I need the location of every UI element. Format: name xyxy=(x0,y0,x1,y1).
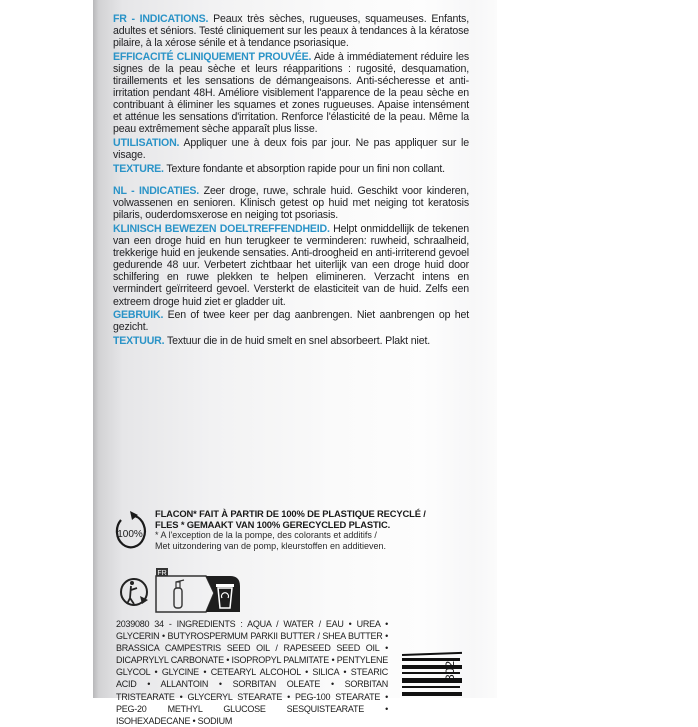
fr-usage: UTILISATION. Appliquer une à deux fois par jour. Ne pas appliquer sur le visage. xyxy=(113,136,469,162)
recycling-text: FLACON* FAIT À PARTIR DE 100% DE PLASTIQUE RECYCLÉ / FLES * GEMAAKT VAN 100% GERECYCLED PLASTIC. * A l'exception de la la pompe, des colorants et additifs / Met uitzondering van de pomp, kleurstoffen en additieven. xyxy=(155,508,426,551)
triman-sorting-logo xyxy=(118,566,268,616)
nl-indications: NL - INDICATIES. Zeer droge, ruwe, schrale huid. Geschikt voor kinderen, volwassenen en senioren. Klinisch getest op huid met neiging tot keratosis pilaris, ouderdomsxerose en neiging tot psoriasis. xyxy=(113,185,469,222)
triman-icon xyxy=(121,579,148,605)
section-heading: UTILISATION. xyxy=(113,136,180,149)
pump-bottle-icon xyxy=(174,580,184,608)
fr-indications: FR - INDICATIONS. Peaux très sèches, rugueuses, squameuses. Enfants, adultes et séniors. Testé cliniquement sur les peaux à tendances à la kératose pilaire, à la xérose sénile et à tendance psoriasique. xyxy=(113,13,469,50)
barcode-digits: 302 xyxy=(443,660,457,682)
section-heading: TEXTUUR. xyxy=(113,334,165,347)
nl-usage: GEBRUIK. Een of twee keer per dag aanbrengen. Niet aanbrengen op het gezicht. xyxy=(113,309,469,334)
fr-efficacy: EFFICACITÉ CLINIQUEMENT PROUVÉE. Aide à immédiatement réduire les signes de la peau sèche et leurs réapparitions : rugosité, desquamation, tiraillements et les sensations de démangeaisons. Anti-sécheresse et anti-irritation pendant 48H. Améliore visiblement l'apparence de la peau sèche en contribuant à éliminer les squames et zones rugueuses. Apaise intensément et atténue les sensations d'irritation. Renforce l'élasticité de la peau. Même la peau extrêmement sèche apparaît plus lisse. xyxy=(113,50,470,136)
nl-texture: TEXTUUR. Textuur die in de huid smelt en snel absorbeert. Plakt niet. xyxy=(113,334,431,347)
barcode xyxy=(400,645,490,698)
section-heading: KLINISCH BEWEZEN DOELTREFFENDHEID. xyxy=(113,223,330,235)
svg-text:100%: 100% xyxy=(117,529,143,540)
svg-text:FR: FR xyxy=(157,570,167,577)
section-heading: EFFICACITÉ CLINIQUEMENT PROUVÉE. xyxy=(113,50,312,63)
section-heading: TEXTURE. xyxy=(113,162,164,175)
fr-texture: TEXTURE. Texture fondante et absorption rapide pour un fini non collant. xyxy=(113,162,445,175)
recycled-100-percent-icon xyxy=(113,508,147,552)
section-heading: FR - INDICATIONS. xyxy=(113,13,209,25)
label-text-block xyxy=(113,13,469,348)
section-heading: NL - INDICATIES. xyxy=(113,185,199,198)
ingredients-list: 2039080 34 - INGREDIENTS : AQUA / WATER / EAU • UREA • GLYCERIN • BUTYROSPERMUM PARKII BUTTER / SHEA BUTTER • BRASSICA CAMPESTRIS SEED OIL / RAPESEED SEED OIL • DICAPRYLYL CARBONATE • ISOPROPYL PALMITATE • PENTYLENE GLYCOL • GLYCINE • CETEARYL ALCOHOL • SILICA • STEARIC ACID • ALLANTOIN • SORBITAN OLEATE • SORBITAN TRISTEARATE • GLYCERYL STEARATE • PEG-100 STEARATE • PEG-20 METHYL GLUCOSE SESQUISTEARATE • ISOHEXADECANE • SODIUM xyxy=(116,619,388,726)
section-heading: GEBRUIK. xyxy=(113,309,164,322)
nl-efficacy: KLINISCH BEWEZEN DOELTREFFENDHEID. Helpt onmiddellijk de tekenen van een droge huid en hun terugkeer te verminderen: ruwheid, schraalheid, trekkerige huid en jeukende sensaties. Anti-droogheid en anti-irriterend gevoel gedurende 48 uur. Verbetert zichtbaar het uiterlijk van een droge huid door schilfering en ruwe plekken te helpen elimineren. Verzacht intens en vermindert geïrriteerd gevoel. Versterkt de elasticiteit van de huid. Zelfs een extreem droge huid ziet er gladder uit. xyxy=(113,223,469,308)
